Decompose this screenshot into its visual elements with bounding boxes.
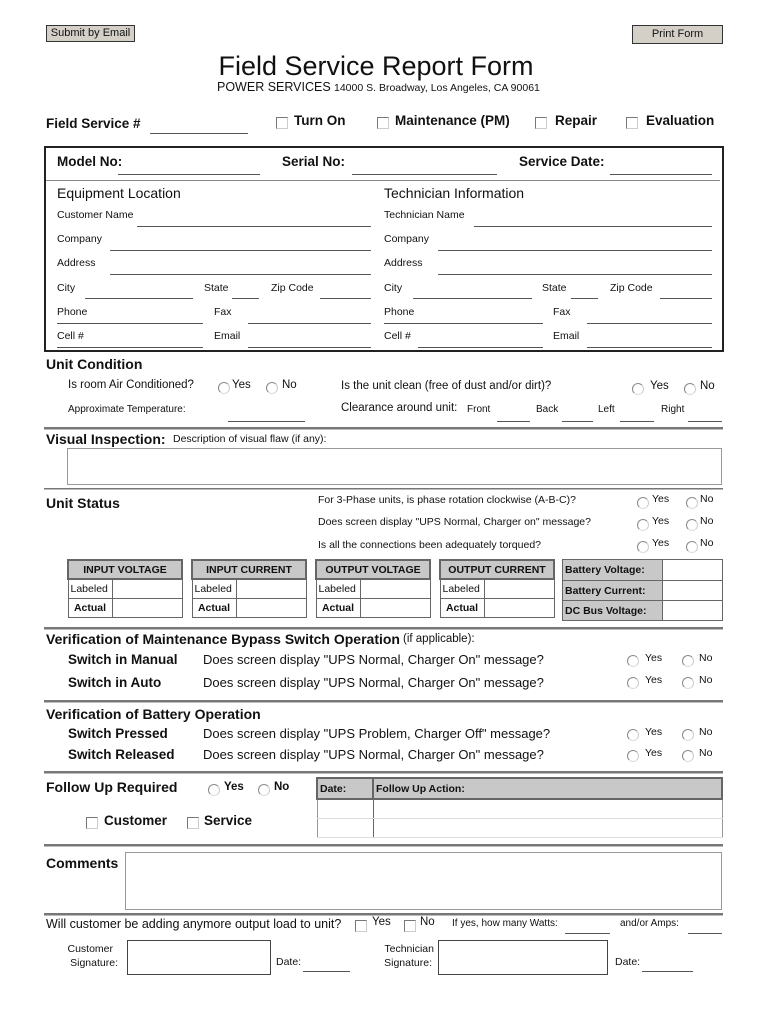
follow-up-heading: Follow Up Required [46, 779, 178, 795]
switch-manual-question: Does screen display "UPS Normal, Charger On" message? [203, 652, 544, 667]
customer-email-label: Email [214, 330, 241, 342]
visual-inspection-subtitle: Description of visual flaw (if any): [173, 433, 327, 445]
watts-label: If yes, how many Watts: [452, 918, 558, 929]
input-voltage-table [67, 559, 183, 618]
auto-yes-radio[interactable] [627, 677, 639, 689]
auto-no-radio[interactable] [682, 677, 694, 689]
section-divider [44, 771, 723, 774]
customer-fax-input[interactable] [248, 323, 371, 324]
load-no-label: No [420, 916, 435, 928]
customer-signature-label-1: Customer [67, 943, 113, 955]
section-divider [44, 427, 723, 430]
technician-fax-input[interactable] [587, 323, 712, 324]
technician-phone-label: Phone [384, 306, 415, 318]
output-current-labeled-input[interactable] [484, 579, 554, 598]
customer-name-input[interactable] [137, 226, 371, 227]
page-title: Field Service Report Form [218, 51, 534, 81]
phase-yes-label: Yes [652, 493, 670, 505]
company-name: POWER SERVICES [217, 80, 331, 94]
actual-label: Actual [316, 598, 360, 617]
customer-phone-input[interactable] [57, 323, 203, 324]
labeled-label: Labeled [68, 579, 112, 598]
submit-by-email-button[interactable]: Submit by Email [46, 25, 135, 42]
labeled-label: Labeled [440, 579, 484, 598]
screen-yes-radio[interactable] [637, 519, 649, 531]
torque-yes-radio[interactable] [637, 541, 649, 553]
switch-auto-question: Does screen display "UPS Normal, Charger On" message? [203, 675, 544, 690]
company-address: 14000 S. Broadway, Los Angeles, CA 90061 [334, 82, 540, 94]
manual-no-radio[interactable] [682, 655, 694, 667]
switch-released-question: Does screen display "UPS Normal, Charger On" message? [203, 747, 544, 762]
input-voltage-actual-input[interactable] [112, 598, 182, 617]
follow-up-yes-radio[interactable] [208, 784, 220, 796]
output-voltage-labeled-input[interactable] [360, 579, 430, 598]
ac-no-label: No [282, 379, 297, 391]
ac-no-radio[interactable] [266, 382, 278, 394]
clean-yes-radio[interactable] [632, 383, 644, 395]
follow-up-date-input[interactable] [317, 799, 373, 818]
customer-address-label: Address [57, 257, 96, 269]
bypass-heading: Verification of Maintenance Bypass Switch Operation [46, 631, 400, 647]
switch-pressed-question: Does screen display "UPS Problem, Charger Off" message? [203, 726, 551, 741]
customer-signature-box[interactable] [127, 940, 271, 975]
repair-checkbox[interactable] [535, 117, 547, 129]
evaluation-checkbox[interactable] [626, 117, 638, 129]
divider [46, 180, 720, 181]
follow-up-no-label: No [274, 781, 290, 793]
right-input[interactable] [688, 421, 722, 422]
pressed-yes-label: Yes [645, 726, 663, 738]
actual-label: Actual [68, 598, 112, 617]
customer-date-label: Date: [276, 956, 302, 968]
dc-bus-voltage-input[interactable] [663, 601, 723, 621]
dc-bus-voltage-label: DC Bus Voltage: [563, 601, 663, 621]
bypass-note: (if applicable): [403, 633, 475, 645]
amps-input[interactable] [688, 933, 722, 934]
pressed-yes-radio[interactable] [627, 729, 639, 741]
technician-date-label: Date: [615, 956, 641, 968]
torque-no-label: No [700, 537, 714, 549]
technician-city-input[interactable] [413, 298, 532, 299]
customer-address-input[interactable] [110, 274, 371, 275]
battery-voltage-label: Battery Voltage: [563, 560, 663, 581]
output-voltage-actual-input[interactable] [360, 598, 430, 617]
technician-date-input[interactable] [642, 971, 693, 972]
output-current-header: OUTPUT CURRENT [440, 560, 554, 579]
actual-label: Actual [192, 598, 236, 617]
released-no-radio[interactable] [682, 750, 694, 762]
customer-state-label: State [204, 282, 229, 294]
temperature-input[interactable] [228, 421, 305, 422]
customer-name-label: Customer Name [57, 209, 134, 221]
phase-no-label: No [700, 493, 714, 505]
customer-checkbox[interactable] [86, 817, 98, 829]
section-divider [44, 844, 723, 847]
customer-signature-label-2: Signature: [70, 957, 118, 969]
load-yes-checkbox[interactable] [355, 920, 367, 932]
customer-phone-label: Phone [57, 306, 88, 318]
clean-no-label: No [700, 380, 715, 392]
auto-no-label: No [699, 674, 713, 686]
technician-state-input[interactable] [571, 298, 598, 299]
technician-city-label: City [384, 282, 403, 294]
service-date-label: Service Date: [519, 154, 605, 169]
customer-zip-input[interactable] [320, 298, 371, 299]
customer-city-label: City [57, 282, 76, 294]
labeled-label: Labeled [192, 579, 236, 598]
technician-name-label: Technician Name [384, 209, 465, 221]
visual-flaw-textarea[interactable] [67, 448, 722, 485]
clean-question: Is the unit clean (free of dust and/or dirt)? [341, 380, 552, 392]
customer-company-label: Company [57, 233, 102, 245]
technician-phone-input[interactable] [384, 323, 543, 324]
follow-up-action-input[interactable] [373, 818, 722, 837]
follow-up-table [316, 777, 723, 838]
pressed-no-label: No [699, 726, 713, 738]
customer-city-input[interactable] [85, 298, 193, 299]
equipment-location-heading: Equipment Location [57, 185, 181, 201]
comments-textarea[interactable] [125, 852, 722, 910]
service-date-input[interactable] [610, 174, 712, 175]
follow-up-action-input[interactable] [373, 799, 722, 818]
service-checkbox[interactable] [187, 817, 199, 829]
section-divider [44, 700, 723, 703]
customer-state-input[interactable] [232, 298, 259, 299]
left-label: Left [598, 404, 615, 415]
load-no-checkbox[interactable] [404, 920, 416, 932]
clearance-label: Clearance around unit: [341, 402, 458, 414]
customer-company-input[interactable] [110, 250, 371, 251]
screen-no-radio[interactable] [686, 519, 698, 531]
input-current-table [191, 559, 307, 618]
technician-signature-label-2: Signature: [384, 957, 432, 969]
technician-zip-label: Zip Code [610, 282, 653, 294]
front-label: Front [467, 404, 491, 415]
screen-yes-label: Yes [652, 515, 670, 527]
released-yes-radio[interactable] [627, 750, 639, 762]
technician-name-input[interactable] [474, 226, 712, 227]
input-voltage-header: INPUT VOLTAGE [68, 560, 182, 579]
released-yes-label: Yes [645, 747, 663, 759]
labeled-label: Labeled [316, 579, 360, 598]
technician-email-label: Email [553, 330, 580, 342]
manual-yes-label: Yes [645, 652, 663, 664]
input-voltage-labeled-input[interactable] [112, 579, 182, 598]
technician-company-label: Company [384, 233, 429, 245]
technician-address-label: Address [384, 257, 423, 269]
evaluation-label: Evaluation [646, 113, 715, 128]
print-form-button[interactable]: Print Form [632, 25, 723, 44]
customer-email-input[interactable] [248, 347, 371, 348]
model-no-input[interactable] [118, 174, 260, 175]
technician-address-input[interactable] [438, 274, 712, 275]
ac-question: Is room Air Conditioned? [68, 379, 194, 391]
switch-pressed-label: Switch Pressed [68, 726, 168, 741]
switch-released-label: Switch Released [68, 747, 175, 762]
switch-auto-label: Switch in Auto [68, 675, 162, 690]
technician-signature-label-1: Technician [384, 943, 434, 955]
technician-fax-label: Fax [553, 306, 571, 318]
section-divider [44, 488, 723, 490]
customer-cell-input[interactable] [57, 347, 203, 348]
input-current-header: INPUT CURRENT [192, 560, 306, 579]
serial-no-label: Serial No: [282, 154, 346, 169]
technician-cell-input[interactable] [418, 347, 543, 348]
maintenance-checkbox[interactable] [377, 117, 389, 129]
turn-on-checkbox[interactable] [276, 117, 288, 129]
output-voltage-header: OUTPUT VOLTAGE [316, 560, 430, 579]
torque-yes-label: Yes [652, 537, 670, 549]
right-label: Right [661, 404, 685, 415]
ac-yes-label: Yes [232, 379, 251, 391]
technician-signature-box[interactable] [438, 940, 608, 975]
follow-up-action-header: Follow Up Action: [373, 778, 722, 799]
temperature-label: Approximate Temperature: [68, 404, 186, 415]
technician-email-input[interactable] [587, 347, 712, 348]
input-current-labeled-input[interactable] [236, 579, 306, 598]
clean-yes-label: Yes [650, 380, 669, 392]
technician-zip-input[interactable] [660, 298, 712, 299]
switch-manual-label: Switch in Manual [68, 652, 178, 667]
unit-condition-heading: Unit Condition [46, 356, 143, 372]
input-current-actual-input[interactable] [236, 598, 306, 617]
front-input[interactable] [497, 421, 530, 422]
customer-zip-label: Zip Code [271, 282, 314, 294]
follow-up-yes-label: Yes [224, 781, 244, 793]
manual-no-label: No [699, 652, 713, 664]
output-current-actual-input[interactable] [484, 598, 554, 617]
turn-on-label: Turn On [294, 113, 346, 128]
manual-yes-radio[interactable] [627, 655, 639, 667]
actual-label: Actual [440, 598, 484, 617]
back-label: Back [536, 404, 559, 415]
customer-cell-label: Cell # [57, 330, 84, 342]
technician-state-label: State [542, 282, 567, 294]
pressed-no-radio[interactable] [682, 729, 694, 741]
phase-rotation-question: For 3-Phase units, is phase rotation clockwise (A-B-C)? [318, 494, 576, 506]
torque-question: Is all the connections been adequately torqued? [318, 539, 541, 551]
maintenance-label: Maintenance (PM) [395, 113, 510, 128]
screen-no-label: No [700, 515, 714, 527]
follow-up-no-radio[interactable] [258, 784, 270, 796]
comments-heading: Comments [46, 855, 119, 871]
output-load-question: Will customer be adding anymore output load to unit? [46, 917, 342, 931]
customer-fax-label: Fax [214, 306, 232, 318]
output-current-table [439, 559, 555, 618]
follow-up-date-input[interactable] [317, 818, 373, 837]
model-no-label: Model No: [57, 154, 123, 169]
back-input[interactable] [562, 421, 593, 422]
technician-company-input[interactable] [438, 250, 712, 251]
technician-cell-label: Cell # [384, 330, 411, 342]
left-input[interactable] [620, 421, 654, 422]
auto-yes-label: Yes [645, 674, 663, 686]
output-voltage-table [315, 559, 431, 618]
section-divider [44, 627, 723, 630]
battery-current-label: Battery Current: [563, 581, 663, 601]
battery-table [562, 559, 723, 621]
serial-no-input[interactable] [352, 174, 497, 175]
battery-voltage-input[interactable] [663, 560, 723, 581]
released-no-label: No [699, 747, 713, 759]
ac-yes-radio[interactable] [218, 382, 230, 394]
customer-technician-box [44, 146, 724, 352]
unit-status-heading: Unit Status [46, 495, 120, 511]
clean-no-radio[interactable] [684, 383, 696, 395]
visual-inspection-heading: Visual Inspection: [46, 431, 166, 447]
customer-checkbox-label: Customer [104, 813, 168, 828]
customer-date-input[interactable] [303, 971, 350, 972]
amps-label: and/or Amps: [620, 918, 679, 929]
torque-no-radio[interactable] [686, 541, 698, 553]
service-checkbox-label: Service [204, 813, 253, 828]
battery-operation-heading: Verification of Battery Operation [46, 706, 261, 722]
battery-current-input[interactable] [663, 581, 723, 601]
repair-label: Repair [555, 113, 598, 128]
phase-yes-radio[interactable] [637, 497, 649, 509]
field-service-input[interactable] [150, 133, 248, 134]
field-service-label: Field Service # [46, 116, 141, 131]
screen-display-question: Does screen display "UPS Normal, Charger on" message? [318, 516, 591, 528]
watts-input[interactable] [565, 933, 610, 934]
phase-no-radio[interactable] [686, 497, 698, 509]
technician-information-heading: Technician Information [384, 185, 525, 201]
date-header: Date: [317, 778, 373, 799]
load-yes-label: Yes [372, 916, 391, 928]
